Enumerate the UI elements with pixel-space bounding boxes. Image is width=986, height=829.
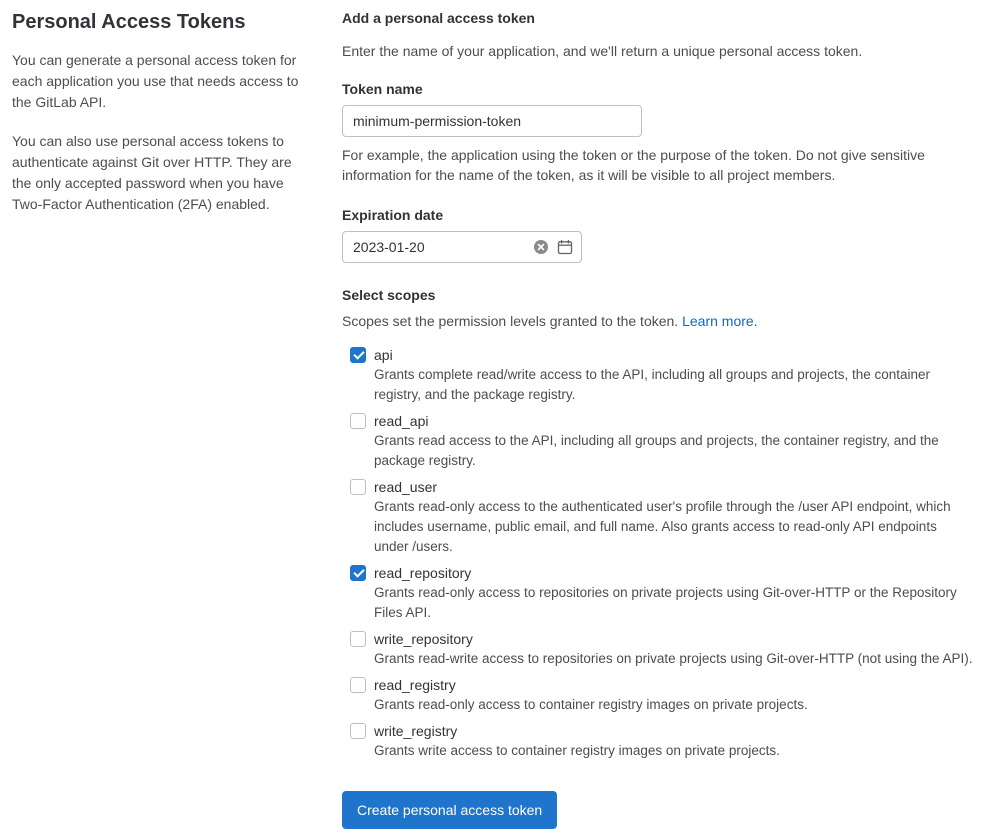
expiration-date-field: [342, 231, 582, 263]
token-form: [342, 8, 974, 829]
scopes-list: [342, 345, 974, 761]
scope-description: Grants read-only access to the authenticated user's profile through the /user API endpoint, which includes username, public email, and full name. Also grants access to read-only API endpoints under /users.: [374, 499, 951, 554]
scope-checkbox-api[interactable]: [350, 347, 366, 363]
intro-paragraph-2: You can also use personal access tokens to authenticate against Git over HTTP. They are the only accepted password when you have Two-Factor Authentication (2FA) enabled.: [12, 133, 292, 212]
scope-checkbox-read_api[interactable]: [350, 413, 366, 429]
scope-description: Grants read access to the API, including all groups and projects, the container registry, and the package registry.: [374, 433, 939, 468]
intro-paragraph-1: You can generate a personal access token for each application you use that needs access to the GitLab API.: [12, 52, 299, 110]
scope-checkbox-write_registry[interactable]: [350, 723, 366, 739]
scope-row: [342, 563, 974, 623]
scopes-subtext: [342, 311, 974, 331]
scope-checkbox-read_repository[interactable]: [350, 565, 366, 581]
form-subheading: Enter the name of your application, and we'll return a unique personal access token.: [342, 43, 863, 59]
create-personal-access-token-button[interactable]: Create personal access token: [342, 791, 557, 829]
scope-name: write_registry: [374, 723, 458, 739]
scope-description: Grants read-only access to container registry images on private projects.: [374, 697, 808, 712]
info-column: [12, 8, 322, 233]
scope-description: Grants read-only access to repositories on private projects using Git-over-HTTP or the Repository Files API.: [374, 585, 957, 620]
page-title: Personal Access Tokens: [12, 11, 246, 33]
token-name-help: For example, the application using the token or the purpose of the token. Do not give sensitive information for the name of the token, as it will be visible to all project members.: [342, 147, 925, 183]
scopes-subtext-text: Scopes set the permission levels granted to the token.: [342, 313, 679, 329]
scopes-label: Select scopes: [342, 287, 436, 303]
scope-name: read_registry: [374, 677, 456, 693]
scope-header: [342, 411, 974, 431]
expiration-date-label: Expiration date: [342, 207, 444, 223]
scope-header: [342, 345, 974, 365]
scope-checkbox-write_repository[interactable]: [350, 631, 366, 647]
scope-description: Grants write access to container registry images on private projects.: [374, 743, 780, 758]
scope-header: [342, 563, 974, 583]
scopes-learn-more-link[interactable]: Learn more.: [682, 313, 758, 329]
clear-icon[interactable]: [533, 239, 549, 255]
scope-row: [342, 721, 974, 761]
scope-checkbox-read_registry[interactable]: [350, 677, 366, 693]
scope-name: write_repository: [374, 631, 473, 647]
scope-name: read_api: [374, 413, 429, 429]
scope-description: Grants read-write access to repositories on private projects using Git-over-HTTP (not using the API).: [374, 651, 973, 666]
scope-header: [342, 477, 974, 497]
scope-row: [342, 345, 974, 405]
scope-header: [342, 629, 974, 649]
scope-name: api: [374, 347, 393, 363]
scope-name: read_repository: [374, 565, 472, 581]
scope-row: [342, 675, 974, 715]
scope-row: [342, 629, 974, 669]
scope-description: Grants complete read/write access to the API, including all groups and projects, the container registry, and the package registry.: [374, 367, 931, 402]
scope-header: [342, 675, 974, 695]
token-name-input[interactable]: [342, 105, 642, 137]
scope-row: [342, 411, 974, 471]
scope-header: [342, 721, 974, 741]
scope-row: [342, 477, 974, 557]
scope-checkbox-read_user[interactable]: [350, 479, 366, 495]
calendar-icon[interactable]: [557, 239, 573, 255]
scope-name: read_user: [374, 479, 438, 495]
token-name-label: Token name: [342, 81, 423, 97]
scopes-section: [342, 287, 974, 761]
form-heading: Add a personal access token: [342, 10, 535, 26]
